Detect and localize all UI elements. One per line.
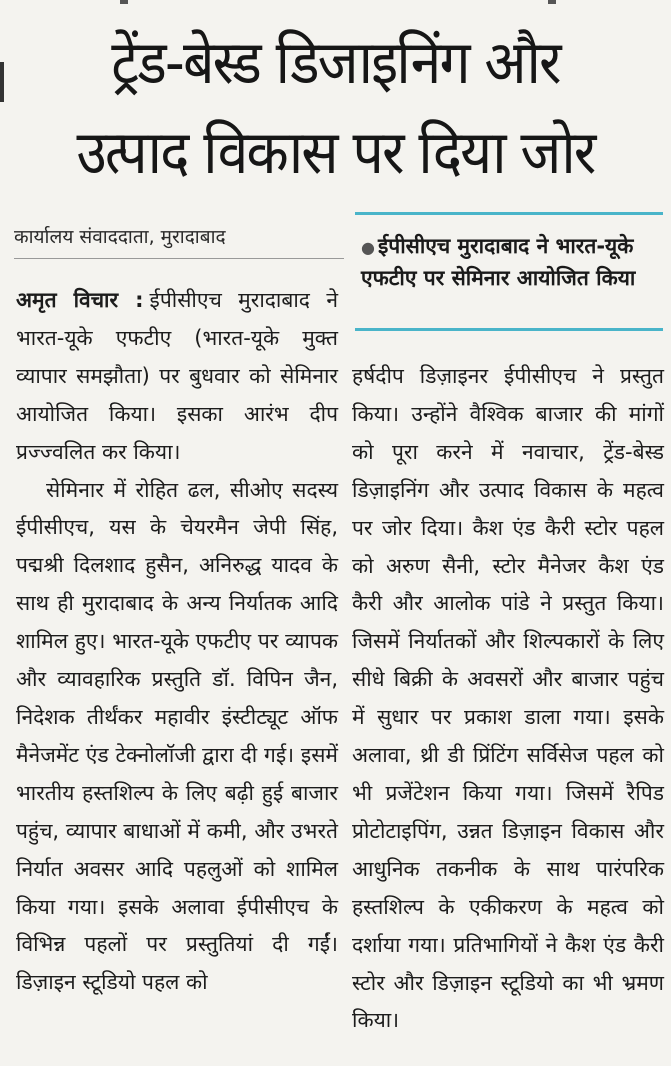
byline: कार्यालय संवाददाता, मुरादाबाद <box>14 224 344 259</box>
sidebar-bottom-rule <box>355 328 663 331</box>
article-para-1-text: ईपीसीएच मुरादाबाद ने भारत-यूके एफटीए (भारत-यूके मुक्त व्यापार समझौता) पर बुधवार को सेमिनार आयोजित किया। इसका आरंभ दीप प्रज्ज्वलित कर किया। <box>16 288 338 464</box>
sidebar-text: ईपीसीएच मुरादाबाद ने भारत-यूके एफटीए पर सेमिनार आयोजित किया <box>361 234 636 290</box>
headline-line-1: ट्रेंड-बेस्ड डिजाइनिंग और <box>111 28 560 98</box>
sidebar-text-block <box>361 231 651 293</box>
headline <box>36 18 635 198</box>
column-edge-mark <box>0 62 4 102</box>
headline-line-2: उत्पाद विकास पर दिया जोर <box>76 118 595 188</box>
bullet-icon: ● <box>361 238 375 257</box>
article-paragraph-3: हर्षदीप डिज़ाइनर ईपीसीएच ने प्रस्तुत किया। उन्होंने वैश्विक बाजार की मांगों को पूरा करने में नवाचार, ट्रेंड-बेस्ड डिज़ाइनिंग और उत्पाद विकास के महत्व पर जोर दिया। कैश एंड कैरी स्टोर पहल को अरुण सैनी, स्टोर मैनेजर कैश एंड कैरी और आलोक पांडे ने प्रस्तुत किया। जिसमें निर्यातकों और शिल्पकारों के लिए सीधे बिक्री के अवसरों और बाजार पहुंच में सुधार पर प्रकाश डाला गया। इसके अलावा, थ्री डी प्रिंटिंग सर्विसेज पहल को भी प्रजेंटेशन किया गया। जिसमें रैपिड प्रोटोटाइपिंग, उन्नत डिज़ाइन विकास और आधुनिक तकनीक के साथ पारंपरिक हस्तशिल्प के एकीकरण के महत्व को दर्शाया गया। प्रतिभागियों ने कैश एंड कैरी स्टोर और डिज़ाइन स्टूडियो का भी भ्रमण किया। <box>352 364 664 1033</box>
article-paragraph-2: सेमिनार में रोहित ढल, सीओए सदस्य ईपीसीएच, यस के चेयरमैन जेपी सिंह, पद्मश्री दिलशाद हुसैन, अनिरुद्ध यादव के साथ ही मुरादाबाद के अन्य निर्यातक आदि शामिल हुए। भारत-यूके एफटीए पर व्यापक और व्यावहारिक प्रस्तुति डॉ. विपिन जैन, निदेशक तीर्थंकर महावीर इंस्टीट्यूट ऑफ मैनेजमेंट एंड टेक्नोलॉजी द्वारा दी गई। इसमें भारतीय हस्तशिल्प के लिए बढ़ी हुई बाजार पहुंच, व्यापार बाधाओं में कमी, और उभरते निर्यात अवसर आदि पहलुओं को शामिल किया गया। इसके अलावा ईपीसीएच के विभिन्न पहलों पर प्रस्तुतियां दी गईं। डिज़ाइन स्टूडियो पहल को <box>16 477 338 995</box>
top-print-mark <box>548 0 556 4</box>
article-column-right <box>352 358 664 1040</box>
article-column-left <box>16 282 338 1002</box>
sidebar-highlight-box <box>355 212 663 331</box>
article-paragraph-1 <box>16 282 338 472</box>
top-print-mark <box>120 0 128 4</box>
article-lead: अमृत विचार : <box>16 288 144 312</box>
